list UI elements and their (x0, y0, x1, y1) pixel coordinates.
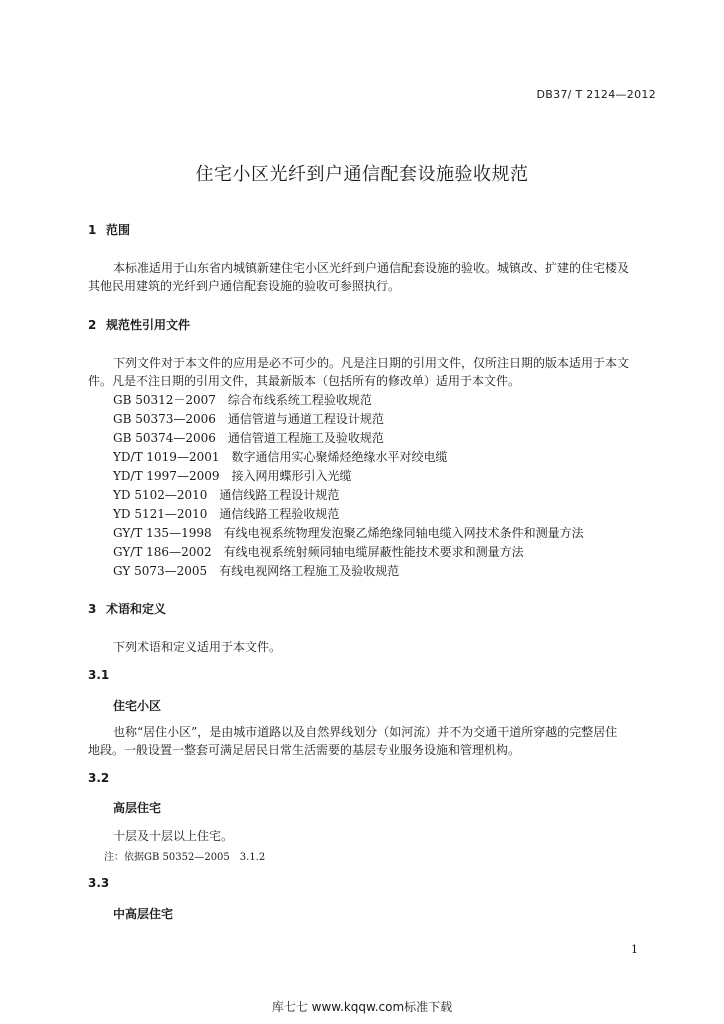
reference-item: GB 50312－2007 综合布线系统工程验收规范 (113, 393, 372, 407)
reference-item: GB 50373—2006 通信管道与通道工程设计规范 (113, 412, 384, 426)
reference-item: GY/T 186—2002 有线电视系统射频同轴电缆屏蔽性能技术要求和测量方法 (113, 545, 524, 559)
clause-number: 3.1 (88, 668, 110, 682)
paragraph-line: 地段。一般设置一整套可满足居民日常生活需要的基层专业服务设施和管理机构。 (88, 743, 521, 757)
reference-item: YD 5121—2010 通信线路工程验收规范 (113, 507, 340, 521)
term-heading: 中高层住宅 (113, 907, 174, 921)
reference-item: GY/T 135—1998 有线电视系统物理发泡聚乙烯绝缘同轴电缆入网技术条件和测量方法 (113, 526, 584, 540)
section-heading-text: 范围 (106, 223, 131, 237)
section-heading-text: 术语和定义 (106, 602, 167, 616)
paragraph-line: 也称“居住小区”，是由城市道路以及自然界线划分（如河流）并不为交通干道所穿越的完整居住 (113, 725, 618, 739)
reference-item: GY 5073—2005 有线电视网络工程施工及验收规范 (113, 564, 400, 578)
note-text: 注：依据GB 50352—2005 3.1.2 (104, 852, 266, 863)
paragraph-line: 下列文件对于本文件的应用是必不可少的。凡是注日期的引用文件，仅所注日期的版本适用于本文 (113, 356, 630, 370)
section-heading-3 (88, 600, 166, 617)
standard-code: DB37/ T 2124—2012 (536, 88, 656, 101)
paragraph-line: 本标准适用于山东省内城镇新建住宅小区光纤到户通信配套设施的验收。城镇改、扩建的住宅楼及 (113, 261, 630, 275)
paragraph-line: 件。凡是不注日期的引用文件，其最新版本（包括所有的修改单）适用于本文件。 (88, 374, 521, 388)
reference-item: YD/T 1019—2001 数字通信用实心聚烯烃绝缘水平对绞电缆 (113, 450, 448, 464)
section-heading-1 (88, 221, 130, 238)
clause-number: 3.2 (88, 771, 110, 785)
paragraph-line: 下列术语和定义适用于本文件。 (113, 640, 282, 654)
section-number: 1 (88, 223, 97, 237)
watermark-text: 库七七 www.kqqw.com标准下载 (271, 1000, 453, 1014)
section-number: 3 (88, 602, 97, 616)
section-heading-2 (88, 316, 190, 333)
section-number: 2 (88, 318, 97, 332)
reference-item: YD 5102—2010 通信线路工程设计规范 (113, 488, 340, 502)
reference-item: YD/T 1997—2009 接入网用蝶形引入光缆 (113, 469, 352, 483)
paragraph-line: 十层及十层以上住宅。 (113, 829, 234, 843)
section-heading-text: 规范性引用文件 (106, 318, 191, 332)
document-title: 住宅小区光纤到户通信配套设施验收规范 (195, 164, 529, 185)
clause-number: 3.3 (88, 876, 110, 890)
page-number: 1 (631, 943, 638, 956)
reference-item: GB 50374—2006 通信管道工程施工及验收规范 (113, 431, 384, 445)
term-heading: 高层住宅 (113, 801, 162, 815)
paragraph-line: 其他民用建筑的光纤到户通信配套设施的验收可参照执行。 (88, 279, 401, 293)
term-heading: 住宅小区 (113, 699, 162, 713)
